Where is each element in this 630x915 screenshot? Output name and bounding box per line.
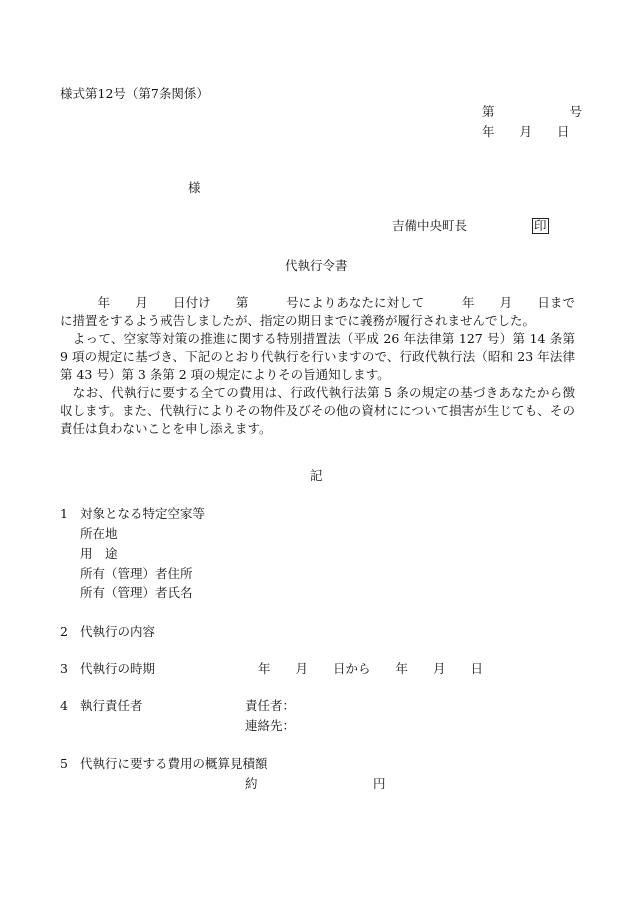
- item5-approx: 約: [245, 776, 258, 791]
- ki-heading: 記: [310, 468, 323, 483]
- item4-number: 4: [60, 698, 68, 713]
- item3-period: 年 月 日から 年 月 日: [258, 661, 484, 676]
- document-date: 年 月 日: [482, 124, 570, 139]
- seal-mark: [532, 217, 549, 234]
- item1-use: 用 途: [80, 546, 118, 561]
- document-number: 第 号: [482, 104, 583, 119]
- item1-location: 所在地: [80, 526, 118, 541]
- item1-owner-name: 所有（管理）者氏名: [80, 585, 193, 600]
- paragraph-1: 年 月 日付け 第 号によりあなたに対して 年 月 日までに措置をするよう戒告しましたが、指定の期日までに義務が履行されませんでした。: [60, 295, 575, 328]
- paragraph-2: よって、空家等対策の推進に関する特別措置法（平成 26 年法律第 127 号）第 14 条第 9 項の規定に基づき、下記のとおり代執行を行いますので、行政代執行法（昭和 23 年法律第 43 号）第 3 条第 2 項の規定によりその旨通知します。: [60, 331, 575, 382]
- item1-number: 1: [60, 506, 68, 521]
- form-header: 様式第12号（第7条関係）: [60, 86, 209, 101]
- item5-label: 代執行に要する費用の概算見積額: [80, 756, 268, 771]
- item1-owner-address: 所有（管理）者住所: [80, 566, 193, 581]
- item1-label: 対象となる特定空家等: [80, 506, 206, 521]
- item4-responsible: 責任者：: [245, 698, 296, 713]
- item2-label: 代執行の内容: [80, 624, 156, 639]
- item5-number: 5: [60, 756, 68, 771]
- item3-number: 3: [60, 661, 68, 676]
- paragraph-3: なお、代執行に要する全ての費用は、行政代執行法第 5 条の規定の基づきあなたから徴収します。また、代執行によりその物件及びその他の資材にについて損害が生じても、その責任は負わないことを申し添えます。: [60, 385, 575, 436]
- item3-label: 代執行の時期: [80, 661, 156, 676]
- seal-text: 印: [534, 218, 547, 233]
- document-title: 代執行令書: [285, 258, 348, 273]
- item4-contact: 連絡先：: [245, 718, 296, 733]
- item4-label: 執行責任者: [80, 698, 143, 713]
- item2-number: 2: [60, 624, 68, 639]
- item5-yen: 円: [373, 776, 386, 791]
- addressee-suffix: 様: [188, 180, 201, 195]
- issuer-name: 吉備中央町長: [392, 218, 468, 233]
